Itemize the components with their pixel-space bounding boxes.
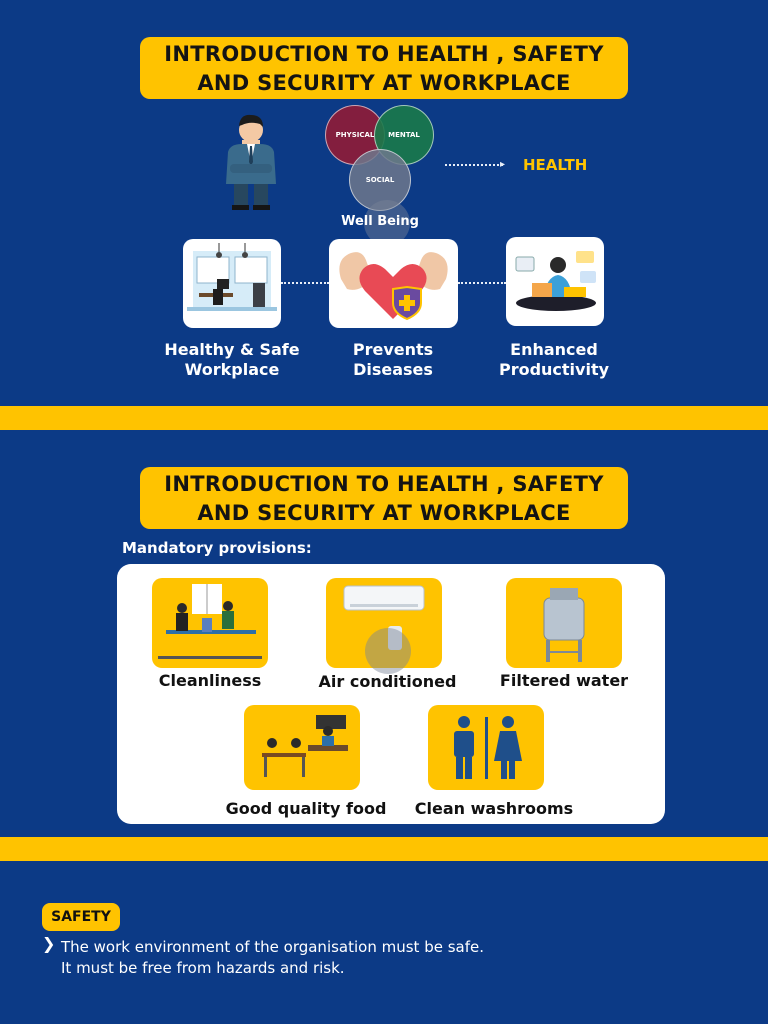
filtered-water-tile [506,578,622,668]
feature-line: Diseases [353,360,433,379]
safety-badge [42,903,120,931]
cleanliness-label: Cleanliness [158,671,262,690]
section1-title-line2: AND SECURITY AT WORKPLACE [197,71,571,95]
section1-title [140,37,628,99]
air-conditioned-label: Air conditioned [318,672,457,691]
productivity-card [506,237,604,326]
section2-title-line1: INTRODUCTION TO HEALTH , SAFETY [164,472,604,496]
feature-line: Enhanced [510,340,598,359]
divider-band-1 [0,406,768,430]
water-tank-icon [506,578,622,668]
washroom-label: Clean washrooms [414,799,574,818]
cleanliness-tile [152,578,268,668]
food-tile [244,705,360,790]
workplace-card [183,239,281,328]
safety-bullet-text [61,937,484,979]
connector-1 [281,282,329,284]
divider-band-2 [0,837,768,861]
wellbeing-label: Well Being [341,214,419,229]
chevron-right-icon: ❯ [42,934,56,953]
health-label: HEALTH [523,156,588,174]
mental-label: MENTAL [388,131,420,139]
washroom-tile [428,705,544,790]
cleaning-staff-icon [152,578,268,668]
section2-title [140,467,628,529]
safety-badge-label: SAFETY [51,909,111,925]
section1-title-line1: INTRODUCTION TO HEALTH , SAFETY [164,42,604,66]
bullet-line: It must be free from hazards and risk. [61,959,345,977]
filtered-water-label: Filtered water [499,671,629,690]
food-label: Good quality food [225,799,387,818]
section2-title-line2: AND SECURITY AT WORKPLACE [197,501,571,525]
feature-label-diseases [323,340,463,380]
feature-line: Prevents [352,340,434,359]
diseases-card [329,239,458,328]
bullet-line: The work environment of the organisation must be safe. [61,938,485,956]
strong-heart-icon [329,239,458,328]
watermark-logo [365,628,411,674]
physical-label: PHYSICAL [335,131,375,139]
provisions-subtitle: Mandatory provisions: [122,539,312,557]
connector-2 [458,282,506,284]
health-arrow [445,164,503,166]
feature-line: Healthy & Safe [164,340,300,359]
arrowhead-icon: ▸ [500,159,506,170]
washroom-sign-icon [428,705,544,790]
feature-label-workplace [152,340,312,380]
feature-line: Workplace [184,360,280,379]
working-woman-icon [506,237,604,326]
feature-line: Productivity [498,360,610,379]
canteen-icon [244,705,360,790]
office-icon [183,239,281,328]
businessman-illustration [220,112,282,210]
feature-label-productivity [484,340,624,380]
social-label: SOCIAL [365,176,395,184]
